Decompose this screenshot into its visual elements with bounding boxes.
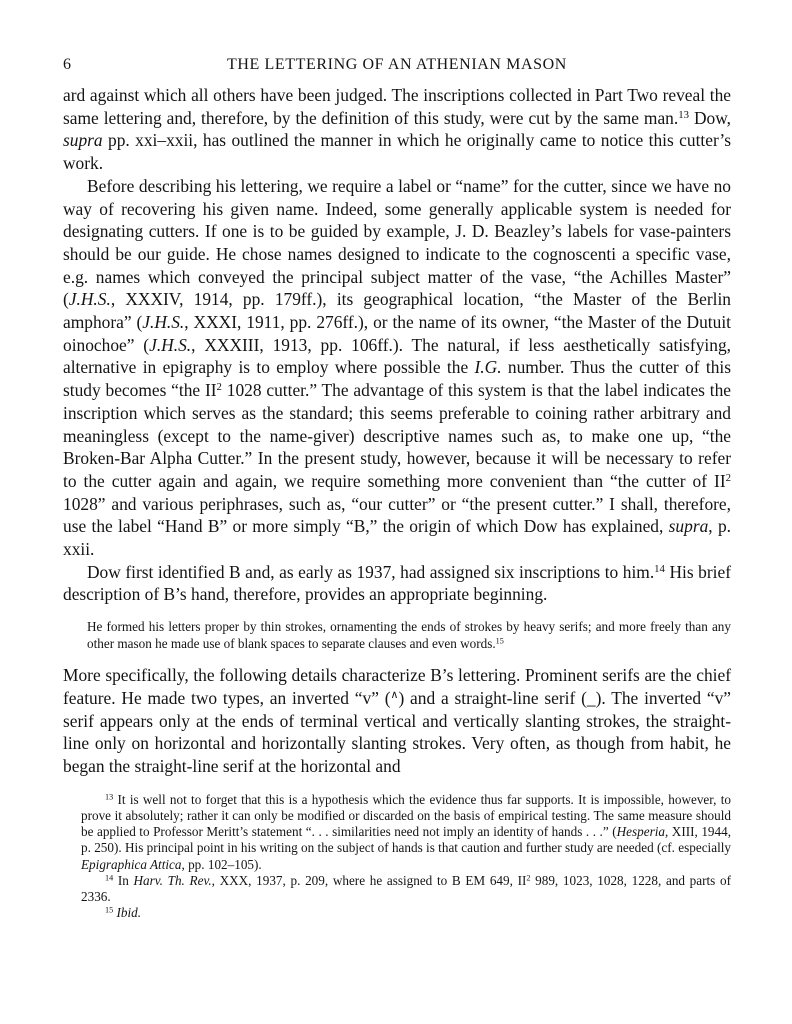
running-title: THE LETTERING OF AN ATHENIAN MASON: [227, 56, 567, 73]
footnote-ref-15[interactable]: 15: [495, 636, 504, 646]
running-header: [63, 56, 731, 74]
footnote-15: $^{15}$ Ibid.: [105, 905, 142, 921]
footnote-13: $^{13}$ It is well not to forget that this is a hypothesis which the evidence thus far supports. It is impossible, however, to prove it absolutely; rather it can only be modified or discarded on the basis of empirical testing. The same measure should be applied to Professor Meritt’s statement “. . . similarities need not imply an identity of hands . . .” (Hesperia, XIII, 1944, p. 250). His principal point in his writing on the subject of hands is that caution and further study are needed (cf. especially Epigraphica Attica, pp. 102–105).: [81, 791, 731, 872]
paragraph-3: Dow first identified B and, as early as 1937, had assigned six inscriptions to him.$^{14}$ His brief description of B’s hand, therefore, provides an appropriate beginning.: [63, 561, 731, 605]
footnote-14: $^{14}$ In Harv. Th. Rev., XXX, 1937, p. 209, where he assigned to B EM 649, $II^2$ 989, 1023, 1028, 1228, and parts of 2336.: [81, 872, 731, 904]
footnotes: [63, 792, 731, 922]
footnote-ref-14[interactable]: 14: [654, 562, 665, 575]
paragraph-4: More specifically, the following details characterize B’s lettering. Prominent serifs are the chief feature. He made two types, an inverted “v” (∧) and a straight-line serif (_). The inverted “v” serif appears only at the ends of terminal vertical and vertically slanting strokes, the straight-line only on horizontal and horizontally slanting strokes. Very often, as though from habit, he began the straight-line serif at the horizontal and: [63, 665, 731, 776]
paragraph-1: ard against which all others have been judged. The inscriptions collected in Part Two reveal the same lettering and, therefore, by the definition of this study, were cut by the same man.$^{13}$ Dow, supra pp. xxi–xxii, has outlined the manner in which he originally came to notice this cutter’s work.: [63, 85, 731, 174]
footnote-ref-13[interactable]: 13: [678, 108, 689, 121]
block-quote: He formed his letters proper by thin strokes, ornamenting the ends of strokes by heavy serifs; and more freely than any other mason he made use of blank spaces to separate clauses and even words.$^{15}$: [87, 619, 731, 651]
inverted-v-serif-symbol: ∧: [390, 688, 399, 701]
body-text: [63, 84, 731, 778]
page: [63, 56, 731, 921]
page-number: 6: [63, 56, 72, 73]
paragraph-2: Before describing his lettering, we require a label or “name” for the cutter, since we have no way of recovering his given name. Indeed, some generally applicable system is needed for designating cutters. If one is to be guided by example, J. D. Beazley’s labels for vase-painters should be our guide. He chose names designed to indicate to the cognoscenti a specific vase, e.g. names which conveyed the principal subject matter of the vase, “the Achilles Master” (J.H.S., XXXIV, 1914, pp. 179ff.), its geographical location, “the Master of the Berlin amphora” (J.H.S., XXXI, 1911, pp. 276ff.), or the name of its owner, “the Master of the Dutuit oinochoe” (J.H.S., XXXIII, 1913, pp. 106ff.). The natural, if less aesthetically satisfying, alternative in epigraphy is to employ where possible the I.G. number. Thus the cutter of this study becomes “the $II^2$ 1028 cutter.” The advantage of this system is that the label indicates the inscription which serves as the standard; this seems preferable to coining rather arbitrary and meaningless (except to the name-giver) descriptive names such as, to make one up, “the Broken-Bar Alpha Cutter.” In the present study, however, because it will be necessary to refer to the cutter again and again, we require something more convenient than “the cutter of $II^2$ 1028” and various periphrases, such as, “our cutter” or “the present cutter.” I shall, therefore, use the label “Hand B” or more simply “B,” the origin of which Dow has explained, supra, p. xxii.: [63, 175, 731, 560]
straight-serif-symbol: _: [586, 687, 596, 708]
